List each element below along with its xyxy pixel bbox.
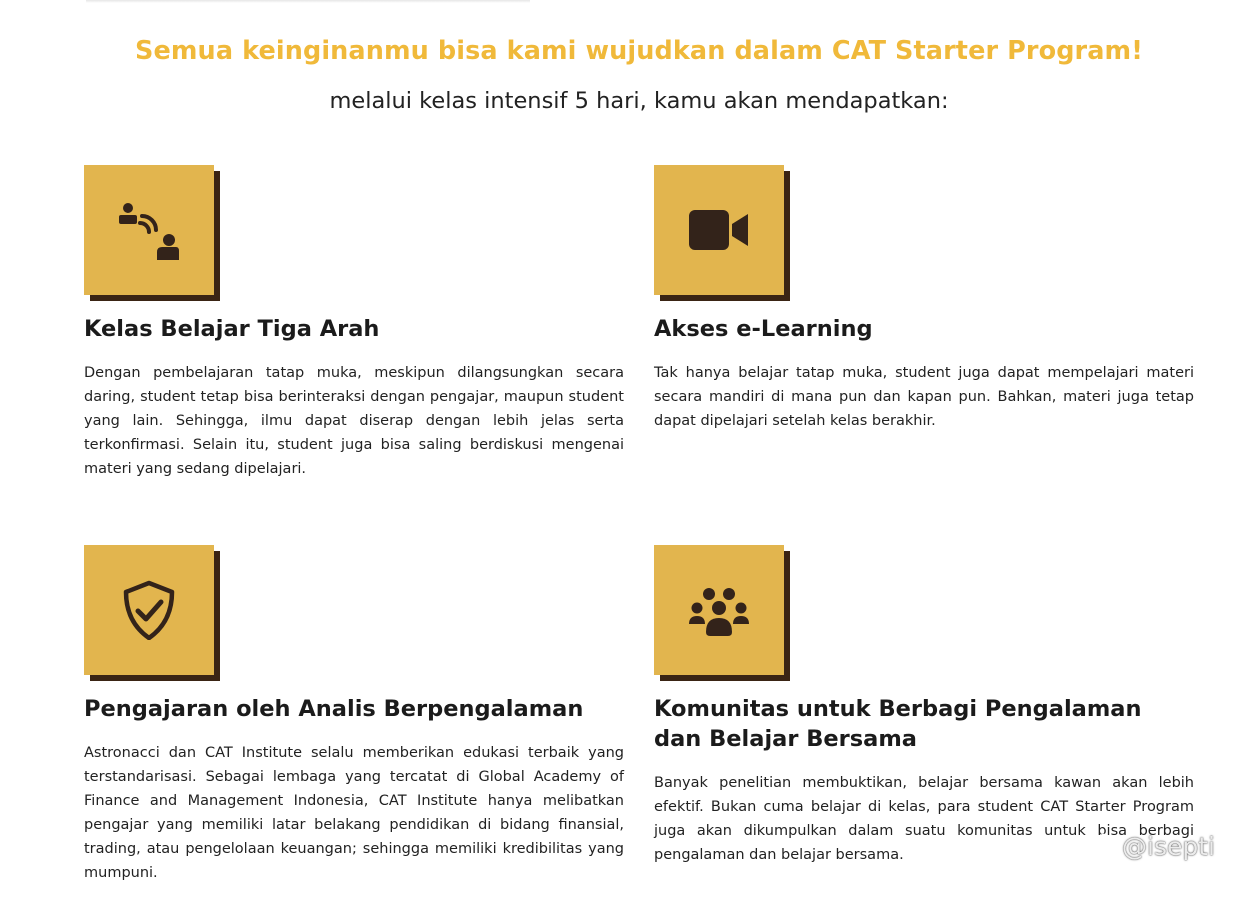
feature-icon-tile xyxy=(654,545,784,675)
feature-title: Akses e-Learning xyxy=(654,316,873,342)
feature-description: Banyak penelitian membuktikan, belajar bersama kawan akan lebih efektif. Bukan cuma belajar di kelas, para student CAT Starter Program juga akan dikumpulkan dalam suatu komunitas untuk bisa berbagi pengalaman dan belajar bersama. xyxy=(654,775,1194,863)
feature-description: Astronacci dan CAT Institute selalu memberikan edukasi terbaik yang terstandarisasi. Sebagai lembaga yang tercatat di Global Academy of Finance and Management Indonesia, CAT Institute hanya melibatkan pengajar yang memiliki latar belakang pendidikan di bidang finansial, trading, atau pengelolaan keuangan; sehingga memiliki kredibilitas yang mumpuni. xyxy=(84,745,624,881)
users-group-icon xyxy=(689,580,749,640)
feature-card-three-way-class xyxy=(84,165,624,481)
page-headline: Semua keinginanmu bisa kami wujudkan dalam CAT Starter Program! xyxy=(135,36,1143,66)
shield-check-icon xyxy=(119,580,179,640)
feature-icon-tile xyxy=(84,545,214,675)
feature-title: Komunitas untuk Berbagi Pengalaman dan Belajar Bersama xyxy=(654,696,1142,752)
page-subheadline: melalui kelas intensif 5 hari, kamu akan mendapatkan: xyxy=(329,88,949,114)
feature-card-experienced-analysts xyxy=(84,545,624,885)
feature-description: Dengan pembelajaran tatap muka, meskipun dilangsungkan secara daring, student tetap bisa berinteraksi dengan pengajar, maupun student yang lain. Sehingga, ilmu dapat diserap dengan lebih jelas serta terkonfirmasi. Selain itu, student juga bisa saling berdiskusi mengenai materi yang sedang dipelajari. xyxy=(84,365,624,477)
watermark xyxy=(1092,832,1215,861)
feature-card-elearning xyxy=(654,165,1194,433)
feature-title: Pengajaran oleh Analis Berpengalaman xyxy=(84,696,584,722)
feature-description: Tak hanya belajar tatap muka, student juga dapat mempelajari materi secara mandiri di mana pun dan kapan pun. Bahkan, materi juga tetap dapat dipelajari setelah kelas berakhir. xyxy=(654,365,1194,429)
video-camera-icon xyxy=(689,200,749,260)
feature-title: Kelas Belajar Tiga Arah xyxy=(84,316,380,342)
feature-icon-tile xyxy=(654,165,784,295)
people-communication-icon xyxy=(119,200,179,260)
feature-icon-tile xyxy=(84,165,214,295)
watermark-text: @isepti xyxy=(1122,832,1215,861)
feature-card-community xyxy=(654,545,1194,867)
top-divider xyxy=(86,0,530,3)
watermark-logo-icon xyxy=(1092,833,1114,859)
